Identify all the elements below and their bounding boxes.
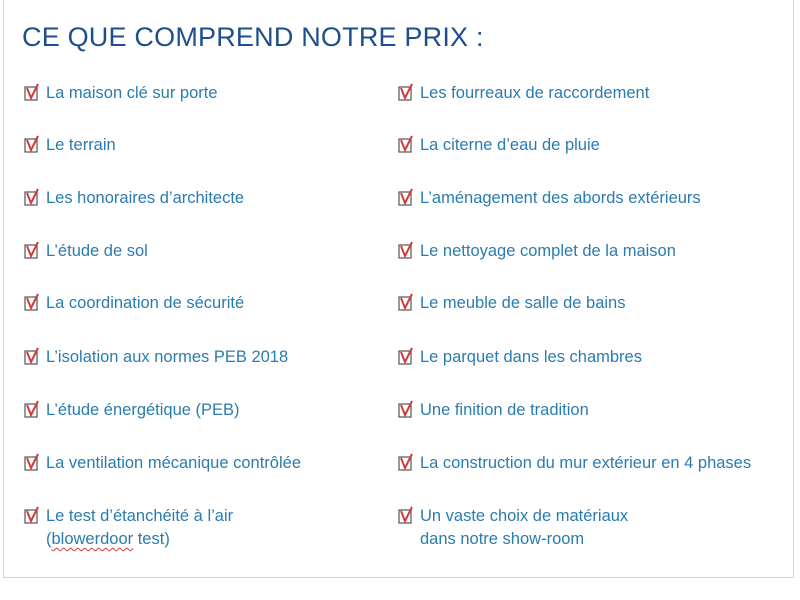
item-label-line-2	[46, 528, 233, 551]
list-item	[24, 240, 148, 263]
checkbox-v-icon	[398, 241, 415, 260]
checkbox-v-icon	[398, 83, 415, 102]
list-item	[24, 346, 288, 369]
item-label: Le terrain	[46, 136, 116, 154]
item-label: Le meuble de salle de bains	[420, 294, 626, 312]
list-item	[398, 82, 649, 105]
item-label: La construction du mur extérieur en 4 phases	[420, 454, 752, 472]
checkbox-v-icon	[24, 293, 41, 312]
checkbox-v-icon	[398, 400, 415, 419]
checkbox-v-icon	[398, 135, 415, 154]
checkbox-v-icon	[24, 83, 41, 102]
list-item	[24, 452, 301, 475]
item-label: Le nettoyage complet de la maison	[420, 242, 676, 260]
item-label: Les honoraires d’architecte	[46, 189, 245, 207]
checkbox-v-icon	[24, 135, 41, 154]
list-item	[398, 240, 676, 263]
paren-open: (	[46, 530, 52, 548]
item-label-multiline	[420, 505, 628, 551]
item-label-rest: test)	[133, 530, 170, 548]
item-label: La citerne d’eau de pluie	[420, 136, 600, 154]
list-item	[24, 292, 244, 315]
checkbox-v-icon	[24, 241, 41, 260]
checkbox-v-icon	[24, 453, 41, 472]
checkbox-v-icon	[24, 506, 41, 525]
item-label: La coordination de sécurité	[46, 294, 245, 312]
item-label: Les fourreaux de raccordement	[420, 84, 650, 102]
spellcheck-word: blowerdoor	[51, 530, 134, 548]
list-item	[24, 399, 240, 422]
checkbox-v-icon	[24, 188, 41, 207]
item-label-multiline	[46, 505, 233, 551]
item-label: L’aménagement des abords extérieurs	[420, 189, 701, 207]
list-item	[398, 292, 625, 315]
checkbox-v-icon	[398, 453, 415, 472]
item-label: L’étude de sol	[46, 242, 148, 260]
list-item	[24, 187, 244, 210]
item-label-line-1: Un vaste choix de matériaux	[420, 507, 629, 525]
item-label: Le parquet dans les chambres	[420, 348, 642, 366]
checkbox-v-icon	[24, 347, 41, 366]
item-label: La ventilation mécanique contrôlée	[46, 454, 302, 472]
checkbox-v-icon	[398, 188, 415, 207]
list-item	[398, 505, 628, 551]
checkbox-v-icon	[398, 347, 415, 366]
content-frame	[3, 0, 794, 578]
list-item	[398, 134, 600, 157]
list-item	[398, 452, 751, 475]
page-title: CE QUE COMPREND NOTRE PRIX :	[22, 22, 484, 52]
item-label-line-1: Le test d’étanchéité à l’air	[46, 507, 234, 525]
item-label: L’isolation aux normes PEB 2018	[46, 348, 289, 366]
checkbox-v-icon	[398, 506, 415, 525]
list-item	[398, 399, 589, 422]
list-item	[398, 346, 642, 369]
checkbox-v-icon	[24, 400, 41, 419]
list-item	[24, 82, 218, 105]
list-item	[24, 505, 233, 551]
item-label: Une finition de tradition	[420, 401, 589, 419]
item-label: La maison clé sur porte	[46, 84, 218, 102]
checkbox-v-icon	[398, 293, 415, 312]
item-label-line-2: dans notre show-room	[420, 530, 585, 548]
item-label: L’étude énergétique (PEB)	[46, 401, 240, 419]
list-item	[24, 134, 116, 157]
list-item	[398, 187, 701, 210]
